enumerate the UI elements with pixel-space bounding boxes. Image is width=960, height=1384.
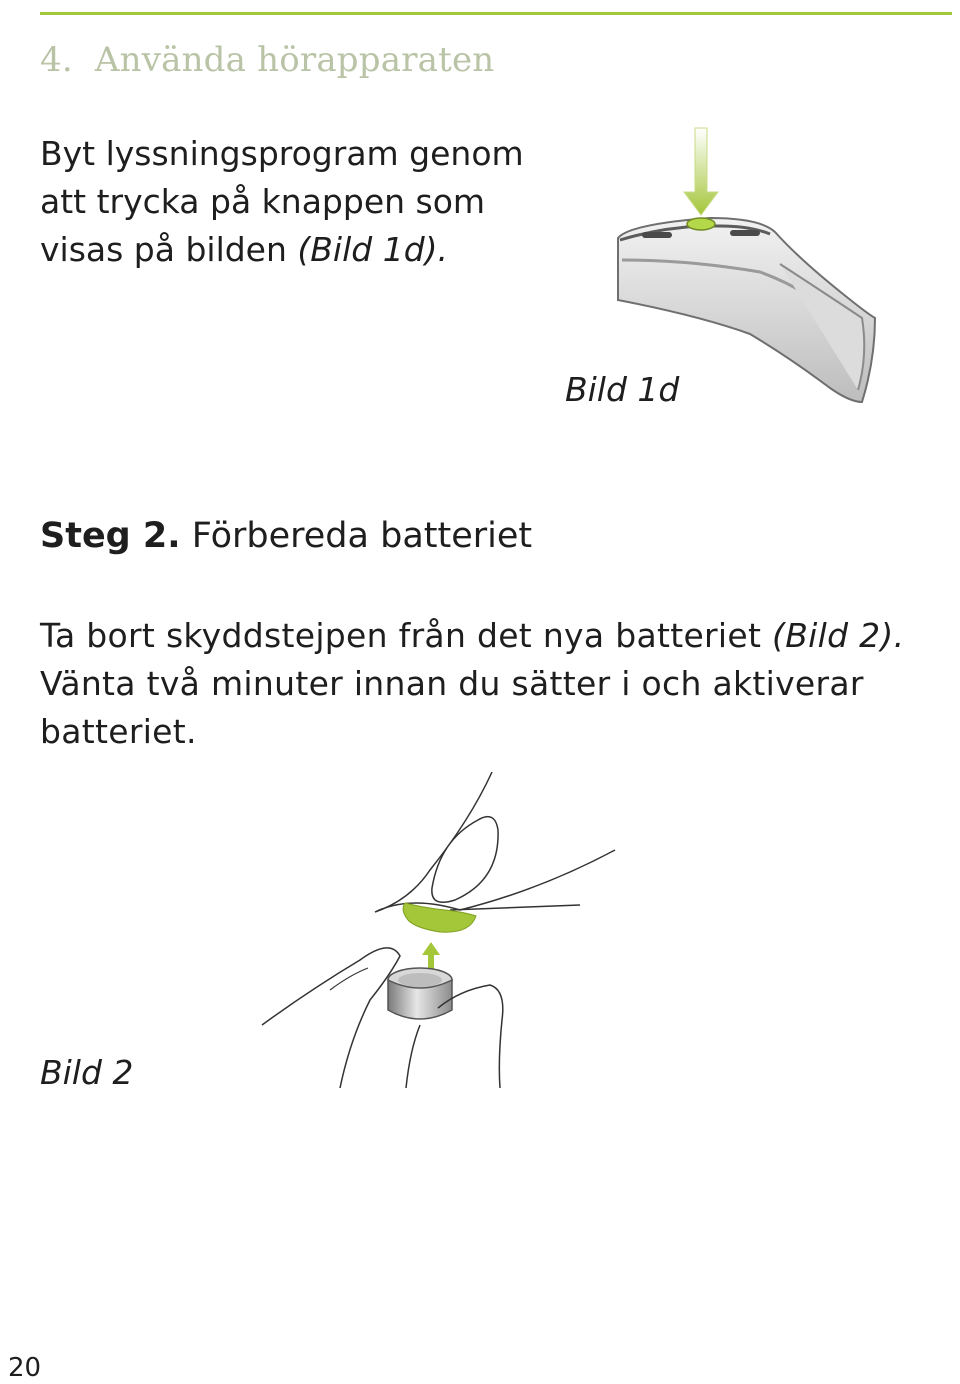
step-body-text: Ta bort skyddstejpen från det nya batteriet	[40, 616, 773, 655]
figure1-caption: Bild 1d	[565, 370, 680, 409]
fingernail	[432, 817, 498, 903]
step-title: Förbereda batteriet	[191, 516, 533, 556]
chapter-heading	[40, 40, 494, 80]
lower-finger	[262, 948, 400, 1088]
page-number: 20	[8, 1353, 42, 1383]
intro-paragraph	[40, 130, 560, 274]
step-heading	[40, 516, 532, 556]
step-label: Steg 2.	[40, 516, 181, 556]
figure2-caption: Bild 2	[40, 1053, 134, 1092]
intro-figure-ref: (Bild 1d).	[297, 230, 449, 269]
protective-tab	[403, 903, 476, 932]
program-button	[687, 218, 715, 230]
step-body-paragraph	[40, 612, 955, 756]
intro-text: Byt lyssningsprogram genom att trycka på knappen som visas på bilden	[40, 134, 524, 269]
chapter-title: Använda hörapparaten	[94, 40, 495, 80]
press-arrow-icon	[684, 128, 718, 215]
header-rule	[40, 12, 952, 15]
chapter-number: 4.	[40, 40, 73, 80]
step-figure-ref: (Bild 2).	[772, 616, 905, 655]
step-body-text-2: Vänta två minuter innan du sätter i och aktiverar batteriet.	[40, 664, 864, 751]
battery-illustration	[250, 760, 630, 1090]
